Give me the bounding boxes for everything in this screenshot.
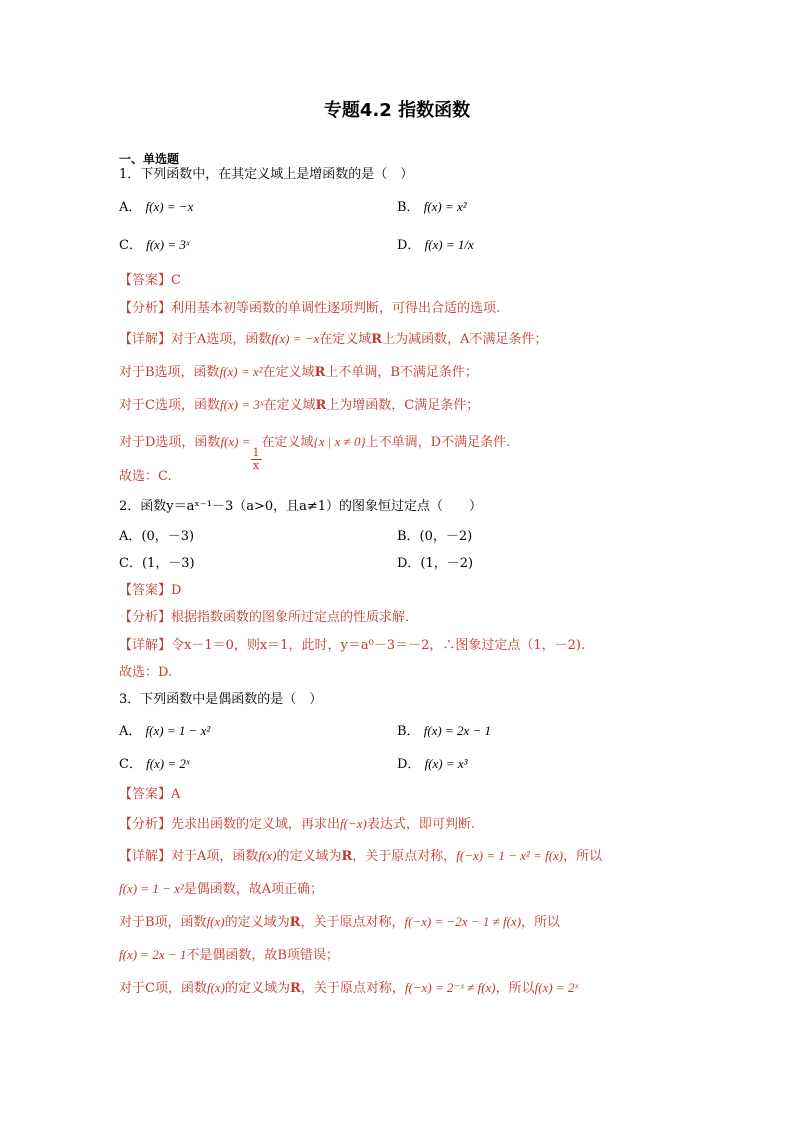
q3-detail-b: 对于B项，函数f(x)的定义域为R，关于原点对称，f(−x) = −2x − 1 ≠ f(x)，所以 bbox=[119, 914, 561, 930]
q3-option-c[interactable]: C． f(x) = 2ˣ bbox=[119, 756, 190, 772]
q1-answer: 【答案】C bbox=[119, 273, 181, 288]
q1-option-a[interactable]: A． f(x) = −x bbox=[119, 199, 194, 215]
q1-conclusion: 故选：C. bbox=[119, 469, 172, 484]
q1-detail-a: 【详解】对于A选项，函数f(x) = −x在定义域R上为减函数，A不满足条件； bbox=[119, 331, 548, 347]
section-heading: 一、单选题 bbox=[119, 152, 180, 166]
q1-stem: 1．下列函数中，在其定义域上是增函数的是（ ） bbox=[119, 167, 414, 182]
q3-option-b[interactable]: B． f(x) = 2x − 1 bbox=[397, 723, 492, 739]
q2-option-d[interactable]: D．(1，－2) bbox=[397, 556, 474, 571]
q2-option-a[interactable]: A．(0，－3) bbox=[119, 529, 195, 544]
q2-stem: 2．函数y＝aˣ⁻¹－3（a>0，且a≠1）的图象恒过定点（ ） bbox=[119, 499, 483, 514]
q2-analysis: 【分析】根据指数函数的图象所过定点的性质求解． bbox=[119, 610, 419, 625]
q1-option-d[interactable]: D． f(x) = 1/x bbox=[397, 237, 474, 253]
q3-detail-b-cont: f(x) = 2x − 1不是偶函数，故B项错误； bbox=[119, 947, 339, 963]
q3-analysis: 【分析】先求出函数的定义域，再求出f(−x)表达式，即可判断. bbox=[119, 816, 475, 832]
q1-detail-d: 对于D选项，函数f(x) = $\frac{1}{x}$ 在定义域{x | x ≠ 0}上不单调，D不满足条件. bbox=[119, 434, 511, 472]
q3-option-d[interactable]: D． f(x) = x³ bbox=[397, 756, 468, 772]
q3-option-a[interactable]: A． f(x) = 1 − x² bbox=[119, 723, 211, 739]
q3-answer: 【答案】A bbox=[119, 787, 181, 802]
q2-answer: 【答案】D bbox=[119, 583, 182, 598]
q3-detail-c: 对于C项，函数f(x)的定义域为R，关于原点对称，f(−x) = 2⁻ˣ ≠ f(x)，所以f(x) = 2ˣ bbox=[119, 980, 579, 996]
q1-detail-b: 对于B选项，函数f(x) = x²在定义域R上不单调，B不满足条件； bbox=[119, 364, 478, 380]
q3-detail-a: 【详解】对于A项，函数f(x)的定义域为R，关于原点对称，f(−x) = 1 − x² = f(x)，所以 bbox=[119, 848, 603, 864]
q3-detail-a-cont: f(x) = 1 − x²是偶函数，故A项正确； bbox=[119, 881, 324, 897]
q1-analysis: 【分析】利用基本初等函数的单调性逐项判断，可得出合适的选项. bbox=[119, 301, 501, 316]
q3-stem: 3．下列函数中是偶函数的是（ ） bbox=[119, 692, 323, 707]
q2-option-c[interactable]: C．(1，－3) bbox=[119, 556, 195, 571]
q1-detail-c: 对于C选项，函数f(x) = 3ˣ在定义域R上为增函数，C满足条件； bbox=[119, 397, 480, 413]
q1-option-c[interactable]: C． f(x) = 3ˣ bbox=[119, 237, 190, 253]
q2-conclusion: 故选：D. bbox=[119, 665, 173, 680]
q2-detail: 【详解】令x－1＝0，则x＝1，此时，y＝a⁰－3＝－2，∴图象过定点（1，－2). bbox=[119, 638, 586, 653]
fraction-1-over-x: $\frac{1}{x}$ bbox=[252, 446, 260, 472]
q1-option-b[interactable]: B． f(x) = x² bbox=[397, 199, 467, 215]
page-title: 专题4.2 指数函数 bbox=[323, 100, 471, 121]
q2-option-b[interactable]: B．(0，－2) bbox=[397, 529, 473, 544]
